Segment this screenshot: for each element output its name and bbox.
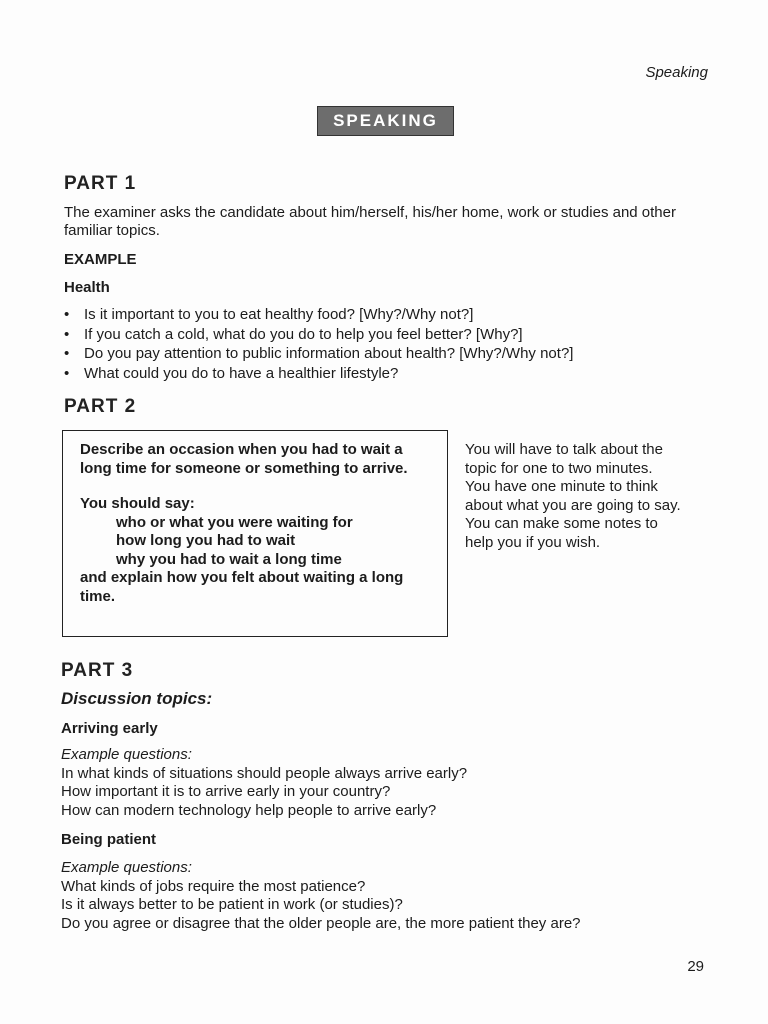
- part1-question-list: [62, 305, 722, 383]
- instruction-line: You have one minute to think: [465, 478, 658, 495]
- instruction-line: topic for one to two minutes.: [465, 459, 653, 477]
- question-line: How can modern technology help people to arrive early?: [61, 801, 437, 819]
- cue-card-point: why you had to wait a long time: [116, 550, 342, 568]
- question-line: In what kinds of situations should people always arrive early?: [61, 764, 468, 782]
- topic-title: Being patient: [61, 831, 157, 848]
- part2-instructions: [465, 441, 715, 552]
- cue-card-should-say: You should say:: [80, 495, 195, 512]
- part1-heading: PART 1: [64, 173, 137, 194]
- question-line: How important it is to arrive early in your country?: [61, 783, 391, 800]
- topic-questions: [61, 746, 741, 820]
- example-questions-label: Example questions:: [61, 859, 192, 876]
- topic-title: Arriving early: [61, 720, 158, 737]
- list-item: • If you catch a cold, what do you do to help you feel better? [Why?]: [62, 325, 722, 345]
- question-line: What kinds of jobs require the most patience?: [61, 877, 366, 895]
- question-line: Is it always better to be patient in work (or studies)?: [61, 896, 403, 913]
- list-item: • Is it important to you to eat healthy food? [Why?/Why not?]: [62, 305, 722, 325]
- instruction-line: about what you are going to say.: [465, 496, 681, 514]
- running-head: Speaking: [645, 64, 708, 81]
- cue-card: [62, 430, 448, 637]
- part3-subheading: Discussion topics:: [61, 689, 213, 708]
- part1-topic: Health: [64, 279, 110, 296]
- section-banner: SPEAKING: [317, 106, 454, 136]
- instruction-line: help you if you wish.: [465, 533, 601, 551]
- cue-card-point: who or what you were waiting for: [116, 513, 353, 531]
- cue-card-prompt: Describe an occasion when you had to wait a long time for someone or something to arrive.: [80, 441, 408, 477]
- list-item: • What could you do to have a healthier lifestyle?: [62, 364, 722, 384]
- list-item: • Do you pay attention to public information about health? [Why?/Why not?]: [62, 344, 722, 364]
- part1-example-label: EXAMPLE: [64, 251, 137, 268]
- instruction-line: You will have to talk about the: [465, 441, 663, 458]
- cue-card-point: how long you had to wait: [116, 532, 296, 549]
- cue-card-explain: and explain how you felt about waiting a long time.: [80, 569, 404, 605]
- example-questions-label: Example questions:: [61, 746, 192, 763]
- topic-questions: [61, 859, 741, 933]
- page-number: 29: [687, 958, 704, 975]
- instruction-line: You can make some notes to: [465, 515, 658, 532]
- question-line: Do you agree or disagree that the older people are, the more patient they are?: [61, 914, 581, 932]
- part2-heading: PART 2: [64, 396, 137, 417]
- part1-intro: The examiner asks the candidate about him/herself, his/her home, work or studies and other familiar topics.: [64, 204, 676, 239]
- part3-heading: PART 3: [61, 660, 134, 681]
